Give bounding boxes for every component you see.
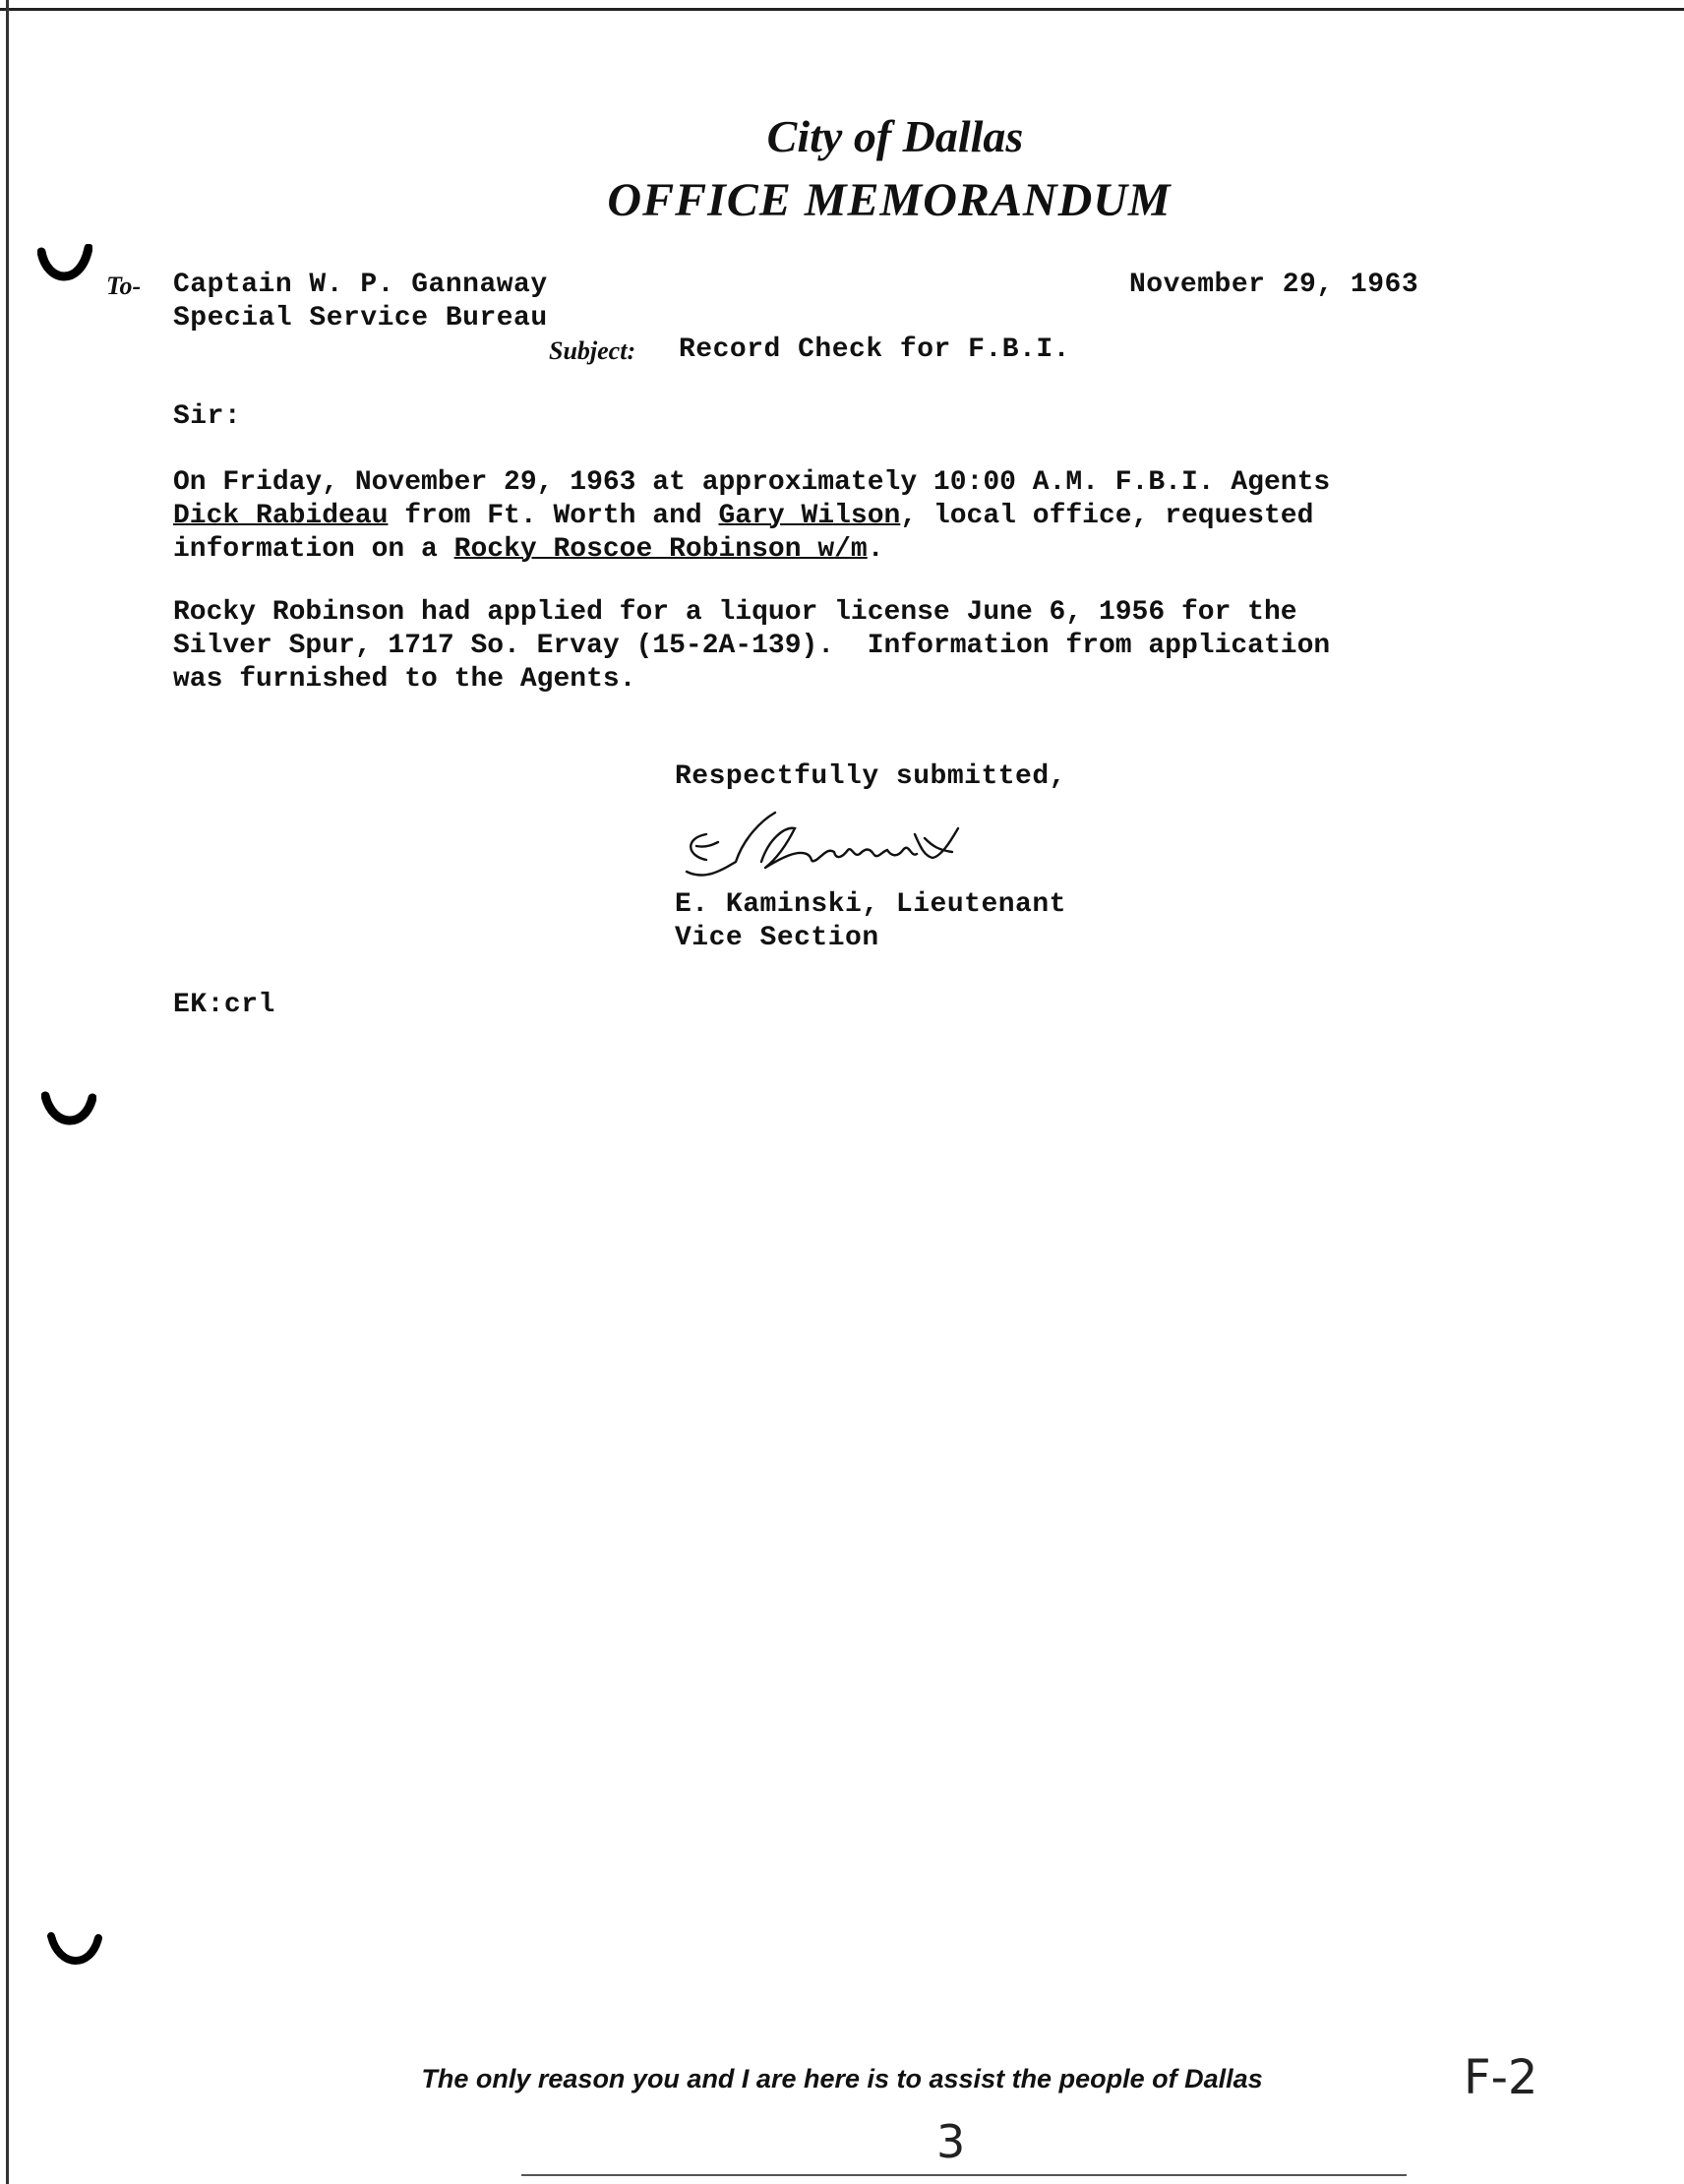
punch-hole-middle [41, 1090, 96, 1135]
agent-name-wilson: Gary Wilson [718, 501, 901, 531]
signer-unit: Vice Section [675, 923, 879, 953]
p1-line-1: On Friday, November 29, 1963 at approximately 10:00 A.M. F.B.I. Agents [173, 467, 1331, 498]
p1-line-3 [173, 533, 1330, 567]
salutation: Sir: [173, 401, 242, 432]
to-unit: Special Service Bureau [173, 303, 548, 334]
p1-line-3-end: . [867, 534, 884, 565]
page-edge-top [0, 8, 1684, 11]
closing-respectfully: Respectfully submitted, [675, 761, 1066, 792]
agent-name-rabideau: Dick Rabideau [173, 501, 389, 531]
p1-line-2 [173, 500, 1330, 533]
memo-title-city: City of Dallas [766, 111, 1024, 161]
memo-date: November 29, 1963 [1129, 270, 1419, 300]
handwritten-page-number: 3 [936, 2115, 966, 2168]
body-paragraph-1 [173, 466, 1330, 567]
p2-line-3: was furnished to the Agents. [173, 664, 636, 695]
signer-name: E. Kaminski, Lieutenant [675, 889, 1066, 920]
p2-line-2: Silver Spur, 1717 So. Ervay (15-2A-139). Information from application [173, 631, 1331, 661]
p2-line-1: Rocky Robinson had applied for a liquor license June 6, 1956 for the [173, 597, 1297, 628]
punch-hole-top [37, 244, 92, 293]
to-label: To- [106, 272, 142, 300]
subject-name-robinson: Rocky Roscoe Robinson w/m [453, 534, 868, 565]
subject-text: Record Check for F.B.I. [679, 334, 1070, 365]
punch-hole-bottom [47, 1930, 102, 1975]
page-edge-left [6, 0, 9, 2184]
memo-title-office: OFFICE MEMORANDUM [607, 174, 1172, 226]
footer-motto: The only reason you and I are here is to assist the people of Dallas [421, 2064, 1263, 2093]
p1-line-3-start: information on a [173, 534, 454, 565]
subject-label: Subject: [549, 336, 636, 365]
p1-line-2-end: , local office, requested [900, 501, 1314, 531]
to-name: Captain W. P. Gannaway [173, 270, 548, 300]
body-paragraph-2 [173, 596, 1330, 697]
handwritten-exhibit-mark: F-2 [1464, 2050, 1538, 2105]
page-edge-bottom [521, 2174, 1407, 2176]
p1-line-2-mid: from Ft. Worth and [388, 501, 719, 531]
typist-initials: EK:crl [173, 990, 275, 1020]
